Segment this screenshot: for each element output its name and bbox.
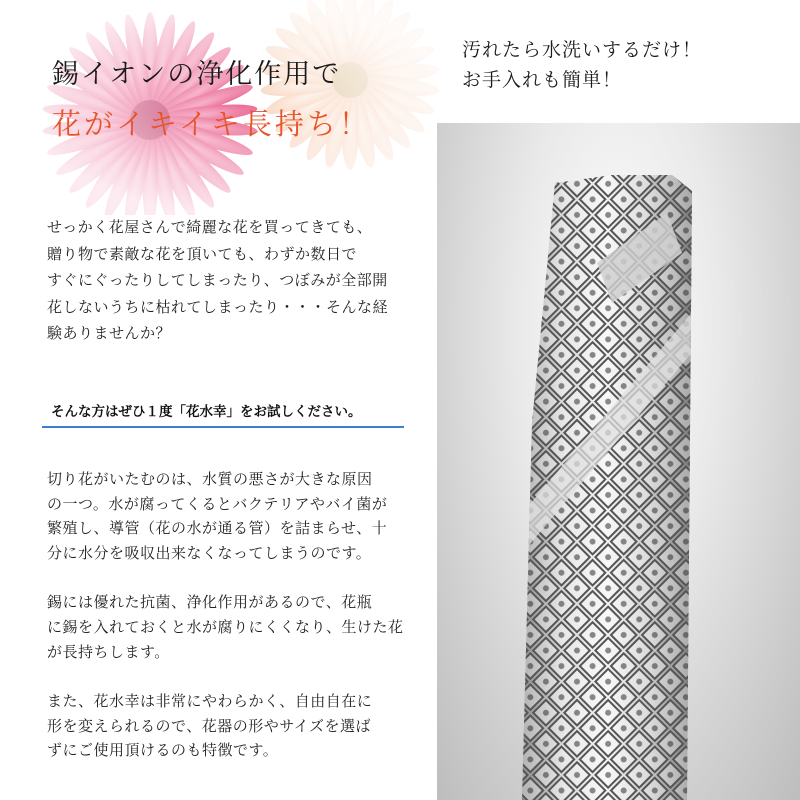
body-line: ずにご使用頂けるのも特徴です。 — [47, 741, 279, 760]
intro-line: すぐにぐったりしてしまったり、つぼみが全部開 — [47, 271, 388, 289]
headline-line2: 花がイキイキ長持ち！ — [52, 107, 371, 141]
body-text — [47, 467, 419, 788]
caption-line: 汚れたら水洗いするだけ！ — [462, 39, 703, 61]
paragraph-effect — [47, 590, 419, 664]
intro-line: 贈り物で素敵な花を頂いても、わずか数日で — [47, 244, 358, 263]
body-line: 分に水分を吸収出来なくなってしまうのです。 — [47, 544, 372, 563]
body-line: 切り花がいたむのは、水質の悪さが大きな原因 — [47, 470, 373, 488]
intro-line: 験ありませんか？ — [47, 324, 172, 342]
body-line: が長持ちします。 — [47, 642, 170, 661]
product-photo — [437, 123, 800, 800]
divider — [42, 426, 404, 428]
body-line: に錫を入れておくと水が腐りにくくなり、生けた花 — [47, 618, 404, 637]
body-line: 形を変えられるので、花器の形やサイズを選ば — [47, 716, 372, 735]
body-line: 錫には優れた抗菌、浄化作用があるので、花瓶 — [47, 593, 373, 612]
body-line: の一つ。水が腐ってくるとバクテリアやバイ菌が — [47, 494, 388, 513]
care-caption — [462, 35, 782, 95]
intro-text — [47, 214, 417, 347]
intro-line: せっかく花屋さんで綺麗な花を買ってきても、 — [47, 218, 373, 236]
call-to-action: そんな方はぜひ１度「花水幸」をお試しください。 — [51, 404, 362, 420]
headline-line1: 錫イオンの浄化作用で — [52, 59, 342, 90]
body-line: また、花水幸は非常にやわらかく、自由自在に — [47, 691, 373, 710]
caption-line: お手入れも簡単！ — [462, 69, 623, 91]
paragraph-cause — [47, 467, 419, 566]
tin-stick-image — [437, 123, 800, 800]
intro-line: 花しないうちに枯れてしまったり・・・そんな経 — [47, 297, 389, 316]
body-line: 繁殖し、導管（花の水が通る管）を詰まらせ、十 — [47, 519, 388, 538]
paragraph-feature — [47, 689, 419, 763]
